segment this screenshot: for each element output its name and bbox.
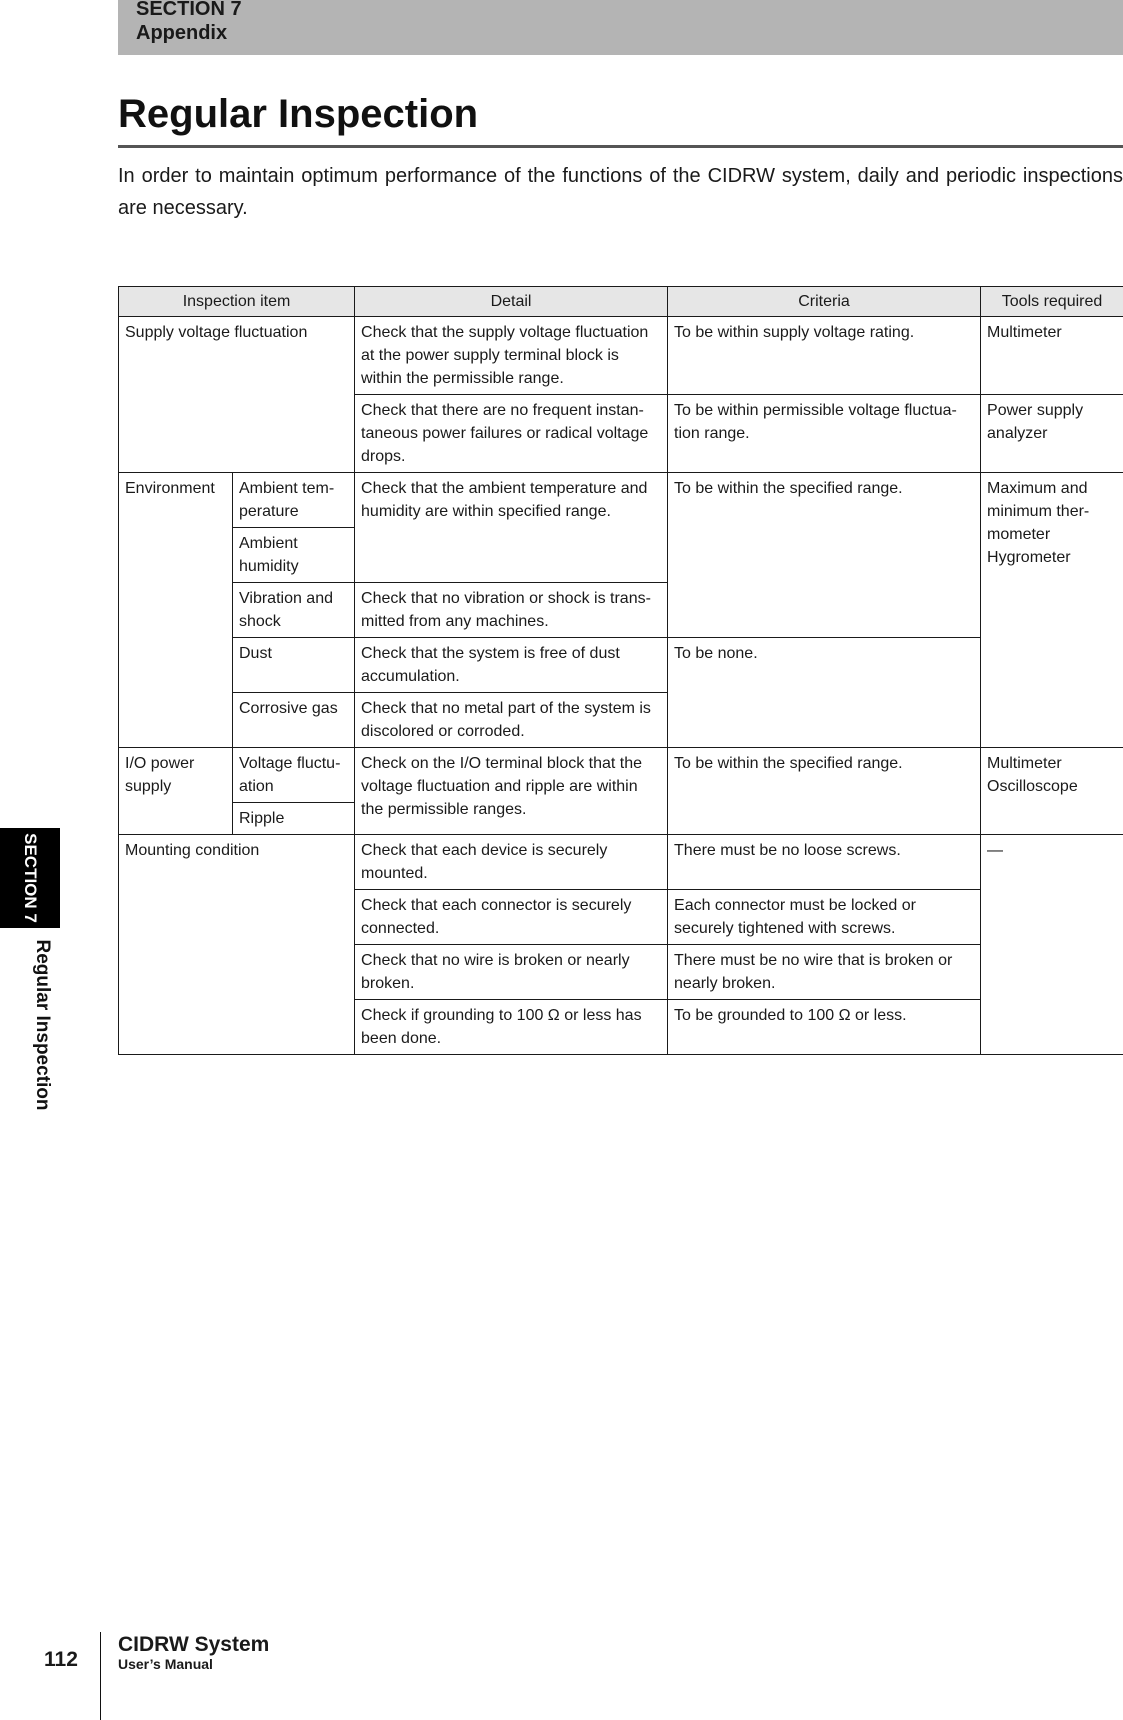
- criteria-cell: To be within the specified range.: [668, 748, 981, 835]
- tools-cell: Multimeter Oscilloscope: [981, 748, 1123, 835]
- detail-cell: Check that no vibration or shock is trans-mitted from any machines.: [355, 583, 668, 638]
- subitem-cell: Voltage fluctu-ation: [233, 748, 355, 803]
- table-row: [119, 638, 1123, 693]
- subitem-cell: Corrosive gas: [233, 693, 355, 748]
- side-section-tab-label: SECTION 7: [21, 833, 40, 923]
- detail-cell: Check that there are no frequent instan-taneous power failures or radical voltage drops.: [355, 395, 668, 473]
- header-chapter-label: Appendix: [136, 22, 228, 44]
- subitem-cell: Dust: [233, 638, 355, 693]
- detail-cell: Check on the I/O terminal block that the voltage fluctuation and ripple are within the permissible ranges.: [355, 748, 668, 835]
- table-header-row: [119, 287, 1123, 317]
- table-row: [119, 748, 1123, 803]
- subitem-cell: Ambient tem-perature: [233, 473, 355, 528]
- tools-cell: Multimeter: [981, 317, 1123, 395]
- tools-cell: Maximum and minimum ther-mometer Hygrometer: [981, 473, 1123, 748]
- side-chapter-label: Regular Inspection: [32, 939, 53, 1111]
- detail-cell: Check that each connector is securely connected.: [355, 890, 668, 945]
- detail-cell: Check if grounding to 100 Ω or less has been done.: [355, 1000, 668, 1055]
- item-supply-voltage: Supply voltage fluctuation: [119, 317, 355, 473]
- table-row: [119, 317, 1123, 395]
- detail-cell: Check that no metal part of the system is discolored or corroded.: [355, 693, 668, 748]
- page-title: Regular Inspection: [118, 92, 479, 136]
- subitem-cell: Vibration and shock: [233, 583, 355, 638]
- header-detail: Detail: [355, 287, 668, 317]
- tools-cell: Power supply analyzer: [981, 395, 1123, 473]
- criteria-cell: There must be no wire that is broken or nearly broken.: [668, 945, 981, 1000]
- tools-cell: —: [981, 835, 1123, 1055]
- table-row: [119, 835, 1123, 890]
- section-header-band: [118, 0, 1123, 55]
- detail-cell: Check that the supply voltage fluctuation at the power supply terminal block is within the permissible range.: [355, 317, 668, 395]
- subitem-cell: Ripple: [233, 803, 355, 835]
- detail-cell: Check that each device is securely mounted.: [355, 835, 668, 890]
- subitem-cell: Ambient humidity: [233, 528, 355, 583]
- footer-divider: [100, 1632, 101, 1720]
- item-mounting: Mounting condition: [119, 835, 355, 1055]
- header-section-label: SECTION 7: [136, 0, 242, 20]
- criteria-cell: To be grounded to 100 Ω or less.: [668, 1000, 981, 1055]
- title-divider: [118, 145, 1123, 148]
- detail-cell: Check that the ambient temperature and humidity are within specified range.: [355, 473, 668, 583]
- detail-cell: Check that the system is free of dust accumulation.: [355, 638, 668, 693]
- criteria-cell: To be none.: [668, 638, 981, 748]
- table-row: [119, 473, 1123, 528]
- criteria-cell: To be within permissible voltage fluctua-tion range.: [668, 395, 981, 473]
- inspection-table: [118, 286, 1123, 1055]
- item-environment: Environment: [119, 473, 233, 748]
- criteria-cell: Each connector must be locked or securely tightened with screws.: [668, 890, 981, 945]
- detail-cell: Check that no wire is broken or nearly broken.: [355, 945, 668, 1000]
- intro-paragraph: In order to maintain optimum performance of the functions of the CIDRW system, daily and periodic inspections are necessary.: [118, 165, 1123, 219]
- footer-title: CIDRW System: [118, 1633, 270, 1656]
- criteria-cell: To be within the specified range.: [668, 473, 981, 638]
- header-tools: Tools required: [981, 287, 1123, 317]
- header-criteria: Criteria: [668, 287, 981, 317]
- criteria-cell: To be within supply voltage rating.: [668, 317, 981, 395]
- footer-subtitle: User’s Manual: [118, 1656, 213, 1672]
- page-number: 112: [44, 1648, 78, 1671]
- item-io-power: I/O power supply: [119, 748, 233, 835]
- criteria-cell: There must be no loose screws.: [668, 835, 981, 890]
- header-inspection-item: Inspection item: [119, 287, 355, 317]
